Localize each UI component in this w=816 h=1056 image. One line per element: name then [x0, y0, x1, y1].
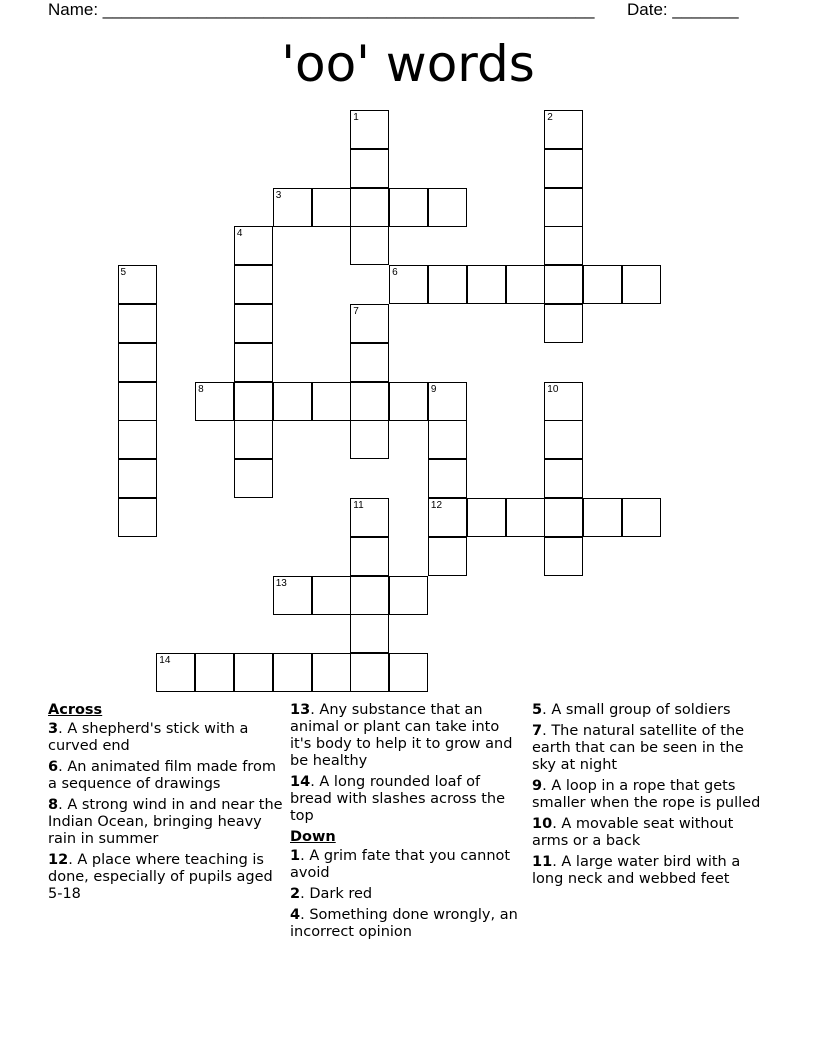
clue-number: 11: [532, 854, 553, 870]
grid-cell[interactable]: [350, 420, 389, 459]
grid-cell[interactable]: [544, 226, 583, 265]
grid-cell[interactable]: [350, 188, 389, 227]
clue-number: 6: [48, 759, 59, 775]
grid-cell[interactable]: [428, 459, 467, 498]
grid-cell[interactable]: [389, 382, 428, 421]
cell-number: 14: [159, 655, 171, 667]
grid-cell[interactable]: [544, 149, 583, 188]
grid-cell[interactable]: [195, 653, 234, 692]
grid-cell[interactable]: [350, 304, 389, 343]
clue-text: A small group of soldiers: [551, 702, 731, 718]
cell-number: 5: [120, 267, 127, 279]
clue-text: A long rounded loaf of bread with slashes across the top: [290, 774, 506, 824]
grid-cell[interactable]: [583, 498, 622, 537]
clue-number: 2: [290, 886, 301, 902]
cell-number: 10: [547, 383, 559, 395]
grid-cell[interactable]: [118, 265, 157, 304]
grid-cell[interactable]: [544, 110, 583, 149]
clues-column-2: [290, 702, 525, 945]
grid-cell[interactable]: [428, 498, 467, 537]
grid-cell[interactable]: [350, 343, 389, 382]
grid-cell[interactable]: [350, 614, 389, 653]
clue-text: Dark red: [309, 886, 373, 902]
grid-cell[interactable]: [350, 226, 389, 265]
grid-cell[interactable]: [389, 576, 428, 615]
grid-cell[interactable]: [234, 420, 273, 459]
grid-cell[interactable]: [234, 343, 273, 382]
cell-number: 4: [236, 228, 243, 240]
cell-number: 12: [430, 500, 443, 511]
clue-text: A shepherd's stick with a curved end: [48, 721, 249, 754]
clues-column-3: [532, 702, 772, 892]
clue-down-2: 2. Dark red: [290, 886, 373, 902]
grid-cell[interactable]: [350, 110, 389, 149]
grid-cell[interactable]: [544, 265, 583, 304]
grid-cell[interactable]: [234, 265, 273, 304]
clue-across-3: 3. A shepherd's stick with a curved end: [48, 721, 249, 754]
grid-cell[interactable]: [350, 149, 389, 188]
cell-number: 7: [353, 306, 359, 317]
clue-text: An animated film made from a sequence of drawings: [48, 759, 276, 792]
clue-text: Any substance that an animal or plant can take into it's body to help it to grow and be healthy: [290, 702, 513, 769]
clue-down-4: 4. Something done wrongly, an incorrect opinion: [290, 907, 518, 940]
cell-number: 8: [198, 383, 204, 395]
clue-text: The natural satellite of the earth that can be seen in the sky at night: [532, 723, 745, 773]
grid-cell[interactable]: [467, 265, 506, 304]
grid-cell[interactable]: [467, 498, 506, 537]
clue-down-11: 11. A large water bird with a long neck and webbed feet: [532, 854, 741, 887]
grid-cell[interactable]: [544, 498, 583, 537]
grid-cell[interactable]: [273, 188, 312, 227]
clue-text: A loop in a rope that gets smaller when the rope is pulled: [532, 778, 761, 811]
clue-down-10: 10. A movable seat without arms or a back: [532, 816, 734, 849]
grid-cell[interactable]: [234, 653, 273, 692]
name-field-label: Name: ____________________________________________________: [48, 0, 595, 19]
cell-number: 3: [275, 189, 282, 201]
grid-cell[interactable]: [118, 498, 157, 537]
grid-cell[interactable]: [506, 498, 545, 537]
grid-cell[interactable]: [118, 420, 157, 459]
cell-number: 13: [275, 577, 287, 589]
grid-cell[interactable]: [428, 420, 467, 459]
clue-number: 8: [48, 797, 59, 813]
clue-down-1: 1. A grim fate that you cannot avoid: [290, 848, 511, 881]
grid-cell[interactable]: [544, 420, 583, 459]
grid-cell[interactable]: [544, 459, 583, 498]
clue-across-14: 14. A long rounded loaf of bread with slashes across the top: [290, 774, 506, 824]
clue-across-12: 12. A place where teaching is done, especially of pupils aged 5-18: [48, 852, 273, 902]
grid-cell[interactable]: [428, 537, 467, 576]
grid-cell[interactable]: [544, 537, 583, 576]
grid-cell[interactable]: [389, 265, 428, 304]
grid-cell[interactable]: [118, 459, 157, 498]
clue-text: A large water bird with a long neck and webbed feet: [532, 854, 741, 887]
grid-cell[interactable]: [583, 265, 622, 304]
grid-cell[interactable]: [428, 265, 467, 304]
grid-cell[interactable]: [234, 304, 273, 343]
grid-cell[interactable]: [350, 537, 389, 576]
grid-cell[interactable]: [195, 382, 234, 421]
grid-cell[interactable]: [389, 653, 428, 692]
grid-cell[interactable]: [273, 653, 312, 692]
grid-cell[interactable]: [350, 653, 389, 692]
grid-cell[interactable]: [506, 265, 545, 304]
clue-number: 4: [290, 907, 301, 923]
grid-cell[interactable]: [312, 576, 351, 615]
clue-number: 9: [532, 778, 543, 794]
date-field-label: Date: _______: [627, 0, 739, 19]
cell-number: 9: [430, 383, 437, 395]
grid-cell[interactable]: [389, 188, 428, 227]
grid-cell[interactable]: [312, 653, 351, 692]
clue-text: Something done wrongly, an incorrect opinion: [290, 907, 518, 940]
clue-number: 3: [48, 721, 59, 737]
clue-text: A strong wind in and near the Indian Ocean, bringing heavy rain in summer: [48, 797, 283, 847]
cell-number: 1: [353, 112, 359, 123]
down-heading: Down: [290, 829, 336, 845]
across-heading: Across: [48, 702, 103, 718]
grid-cell[interactable]: [118, 382, 157, 421]
clue-across-8: 8. A strong wind in and near the Indian Ocean, bringing heavy rain in summer: [48, 797, 283, 847]
clue-number: 1: [290, 848, 301, 864]
clue-number: 10: [532, 816, 553, 832]
grid-cell[interactable]: [622, 265, 661, 304]
grid-cell[interactable]: [273, 576, 312, 615]
grid-cell[interactable]: [234, 459, 273, 498]
grid-cell[interactable]: [350, 498, 389, 537]
clue-number: 14: [290, 774, 311, 790]
grid-cell[interactable]: [428, 188, 467, 227]
clue-down-7: 7. The natural satellite of the earth that can be seen in the sky at night: [532, 723, 745, 773]
clues-column-1: [48, 702, 283, 907]
grid-cell[interactable]: [544, 304, 583, 343]
grid-cell[interactable]: [350, 576, 389, 615]
grid-cell[interactable]: [118, 343, 157, 382]
grid-cell[interactable]: [312, 382, 351, 421]
cell-number: 2: [547, 112, 553, 123]
clue-text: A grim fate that you cannot avoid: [290, 848, 511, 881]
clue-across-6: 6. An animated film made from a sequence of drawings: [48, 759, 276, 792]
grid-cell[interactable]: [312, 188, 351, 227]
grid-cell[interactable]: [234, 226, 273, 265]
clue-number: 12: [48, 852, 69, 868]
clue-text: A place where teaching is done, especially of pupils aged 5-18: [48, 852, 273, 902]
clue-number: 7: [532, 723, 543, 739]
page-title: 'oo' words: [281, 35, 535, 93]
grid-cell[interactable]: [156, 653, 195, 692]
clue-across-13: 13. Any substance that an animal or plant can take into it's body to help it to grow and be healthy: [290, 702, 513, 769]
cell-number: 11: [353, 500, 364, 511]
grid-cell[interactable]: [428, 382, 467, 421]
grid-cell[interactable]: [273, 382, 312, 421]
clue-number: 5: [532, 702, 543, 718]
grid-cell[interactable]: [118, 304, 157, 343]
grid-cell[interactable]: [350, 382, 389, 421]
clue-number: 13: [290, 702, 311, 718]
grid-cell[interactable]: [544, 382, 583, 421]
grid-cell[interactable]: [622, 498, 661, 537]
clue-down-5: 5. A small group of soldiers: [532, 702, 731, 718]
grid-cell[interactable]: [234, 382, 273, 421]
clue-text: A movable seat without arms or a back: [532, 816, 734, 849]
grid-cell[interactable]: [544, 188, 583, 227]
cell-number: 6: [392, 267, 398, 279]
clue-down-9: 9. A loop in a rope that gets smaller when the rope is pulled: [532, 778, 761, 811]
